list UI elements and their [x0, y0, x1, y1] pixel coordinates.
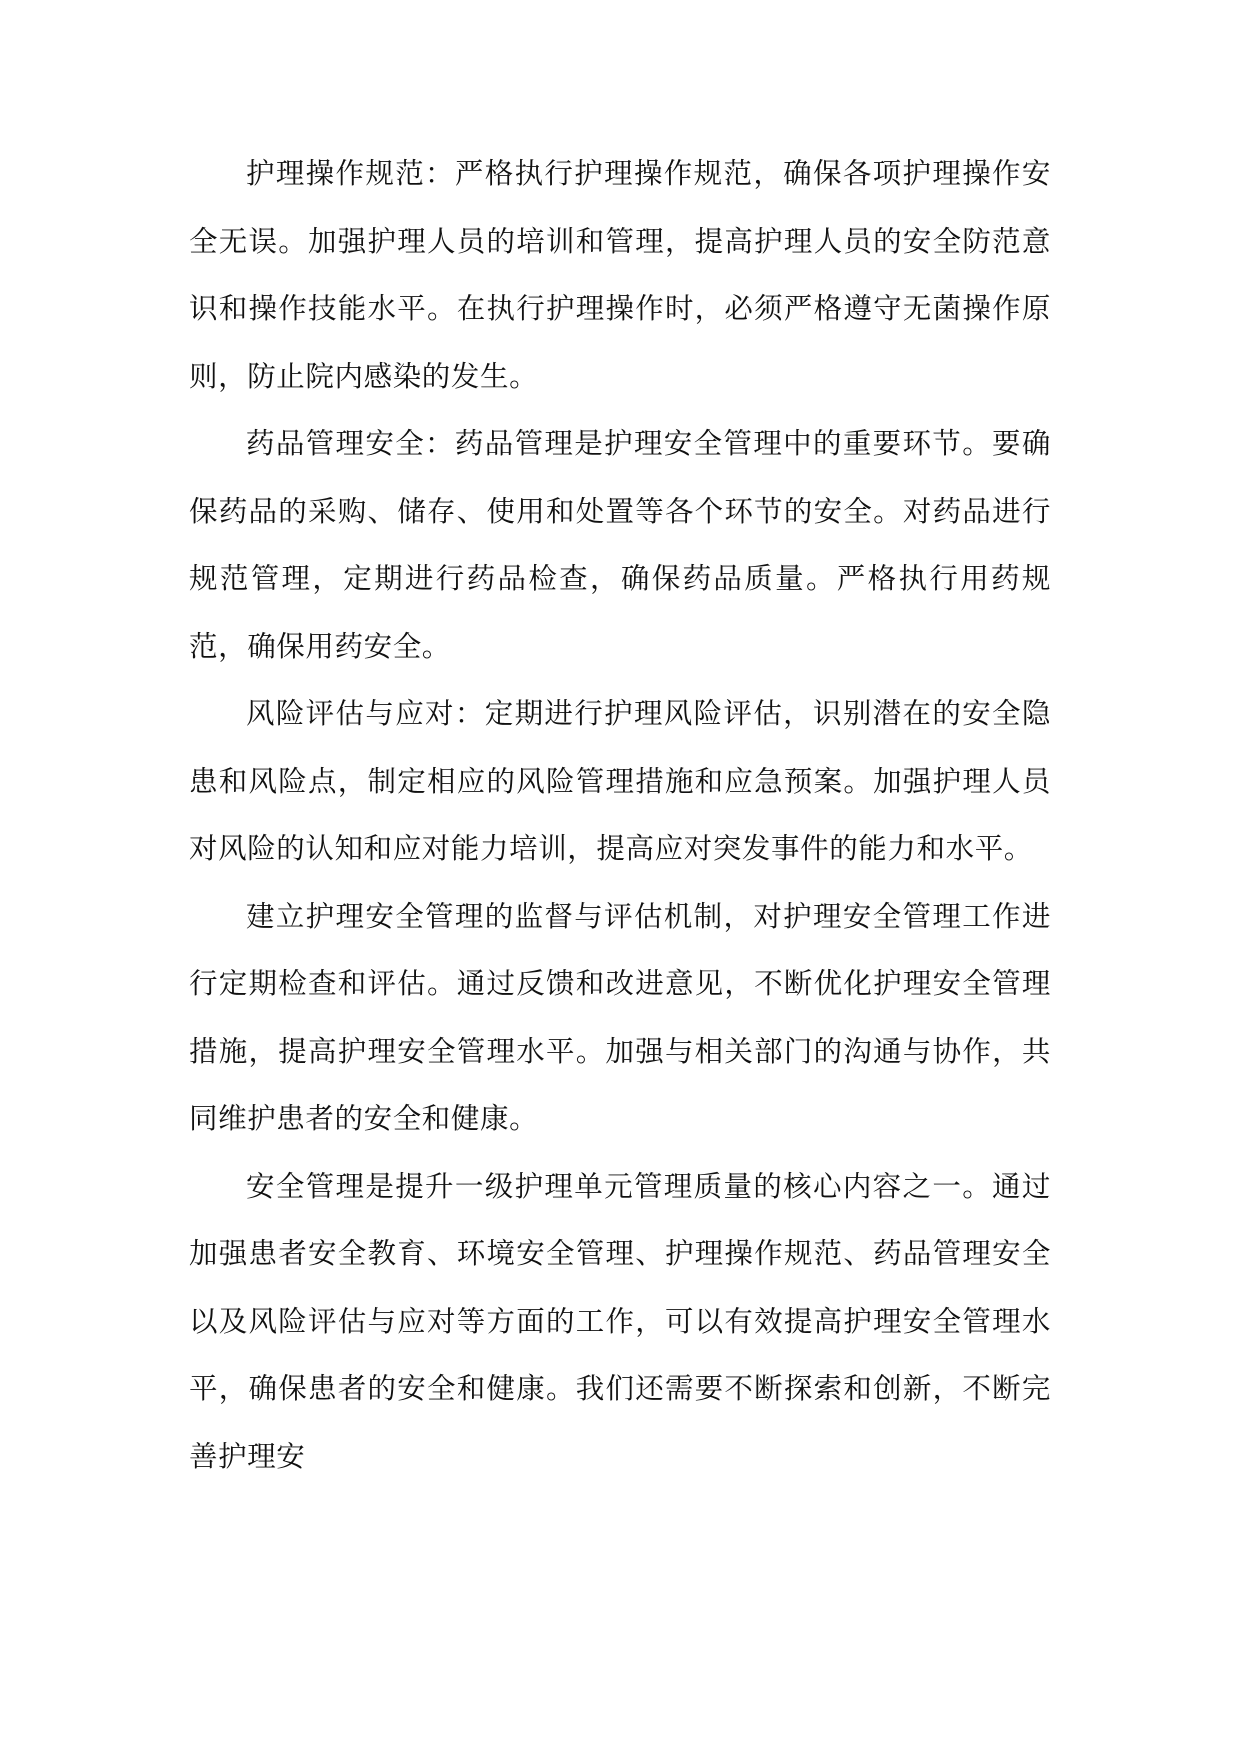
paragraph-supervision-mechanism: 建立护理安全管理的监督与评估机制，对护理安全管理工作进行定期检查和评估。通过反馈和改进意见，不断优化护理安全管理措施，提高护理安全管理水平。加强与相关部门的沟通与协作，共同维护患者的安全和健康。 — [189, 899, 1051, 1135]
paragraph-safety-management-summary: 安全管理是提升一级护理单元管理质量的核心内容之一。通过加强患者安全教育、环境安全管理、护理操作规范、药品管理安全以及风险评估与应对等方面的工作，可以有效提高护理安全管理水平，确保患者的安全和健康。我们还需要不断探索和创新，不断完善护理安 — [189, 1169, 1051, 1473]
paragraph-drug-management-safety: 药品管理安全：药品管理是护理安全管理中的重要环节。要确保药品的采购、储存、使用和处置等各个环节的安全。对药品进行规范管理，定期进行药品检查，确保药品质量。严格执行用药规范，确保用药安全。 — [189, 427, 1051, 663]
paragraph-risk-assessment: 风险评估与应对：定期进行护理风险评估，识别潜在的安全隐患和风险点，制定相应的风险管理措施和应急预案。加强护理人员对风险的认知和应对能力培训，提高应对突发事件的能力和水平。 — [189, 697, 1051, 865]
document-body — [189, 140, 1051, 1490]
paragraph-nursing-operation-standards: 护理操作规范：严格执行护理操作规范，确保各项护理操作安全无误。加强护理人员的培训和管理，提高护理人员的安全防范意识和操作技能水平。在执行护理操作时，必须严格遵守无菌操作原则，防止院内感染的发生。 — [189, 157, 1051, 393]
